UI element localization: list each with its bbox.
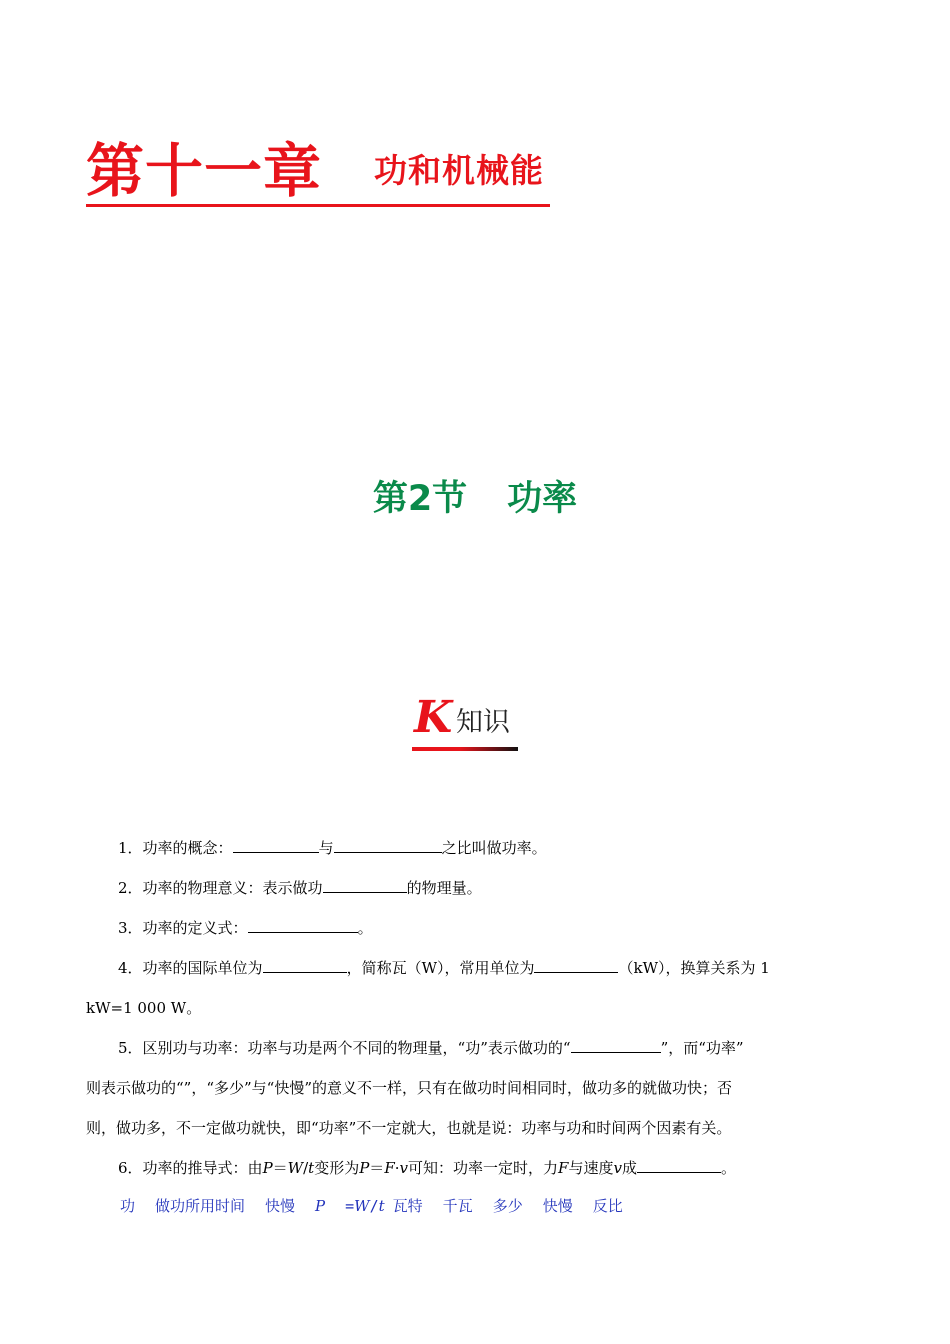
answer-blank: [334, 838, 442, 853]
list-item-3: 3．功率的定义式： 。: [118, 919, 373, 937]
chapter-heading: [86, 138, 550, 207]
knowledge-banner: [412, 692, 520, 756]
answer-8: 快慢: [542, 1197, 573, 1215]
list-item-4: 4．功率的国际单位为 ，简称瓦（W），常用单位为 （kW），换算关系为 1: [118, 959, 770, 977]
answer-blank: [233, 838, 319, 853]
answer-5: 瓦特: [392, 1197, 423, 1215]
k-letter-icon: K: [414, 692, 453, 743]
list-item-5-line3: 则，做功多，不一定做功就快，即“功率”不一定就大，也就是说：功率与功和时间两个因素有关。: [86, 1119, 732, 1137]
answer-1: 功: [120, 1197, 136, 1215]
chapter-name: 功和机械能: [374, 151, 544, 190]
list-item-5-line2: 则表示做功的“”，“多少”与“快慢”的意义不一样，只有在做功时间相同时，做功多的就做功快；否: [86, 1079, 733, 1097]
answer-blank: [534, 958, 618, 973]
answer-2: 做功所用时间: [155, 1197, 246, 1215]
answer-blank: [263, 958, 347, 973]
answer-blank: [248, 918, 358, 933]
list-item-2: 2．功率的物理意义：表示做功 的物理量。: [118, 879, 482, 897]
list-item-5: 5．区别功与功率：功率与功是两个不同的物理量，“功”表示做功的“ ”，而“功率”: [118, 1039, 744, 1057]
knowledge-label: 知识: [456, 707, 510, 738]
chapter-number: 第十一章: [86, 137, 323, 205]
answer-7: 多少: [492, 1197, 523, 1215]
section-name: 功率: [507, 479, 578, 519]
answer-6: 千瓦: [442, 1197, 473, 1215]
answer-blank: [323, 878, 407, 893]
answer-blank: [637, 1158, 721, 1173]
section-number: 第2节: [372, 479, 468, 519]
list-item-4-cont: kW=1 000 W。: [86, 999, 202, 1017]
section-title: [0, 474, 950, 524]
answer-blank: [571, 1038, 661, 1053]
banner-underline: [412, 747, 518, 751]
answer-key: [120, 1190, 643, 1222]
answer-9: 反比: [592, 1197, 623, 1215]
list-item-1: 1．功率的概念： 与 之比叫做功率。: [118, 839, 547, 857]
answer-4: P =W/t: [315, 1197, 385, 1215]
answer-3: 快慢: [265, 1197, 296, 1215]
list-item-6: 6．功率的推导式：由P＝W/t变形为P＝F·v可知：功率一定时，力F与速度v成 。: [118, 1159, 736, 1177]
